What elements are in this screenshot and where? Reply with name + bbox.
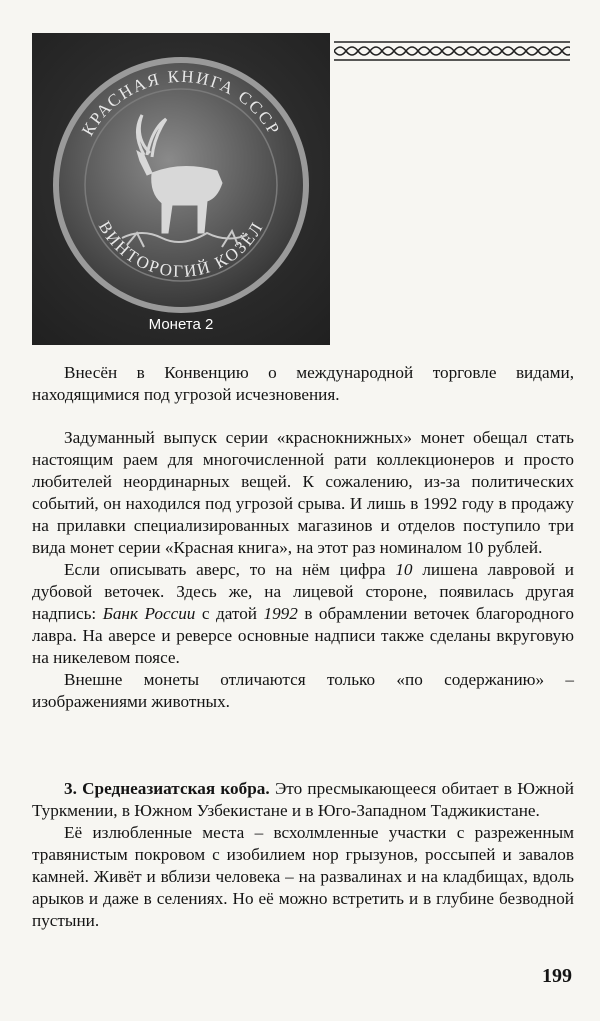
averse-paragraph: Если описывать аверс, то на нём цифра 10 лишена лавровой и дубовой веточек. Здесь же, на лицевой стороне, появилась другая надпись: Банк России с датой 1992 в обрамлении веточек благородного лавра. На аверсе и реверсе основные надписи также сделаны вкруговую на никелевом поясе. <box>32 560 575 667</box>
coin-photo <box>32 33 330 345</box>
coin-top-text: КРАСНАЯ КНИГА СССР <box>77 66 285 140</box>
page-number: 199 <box>542 965 572 987</box>
outward-paragraph: Внешне монеты отличаются только «по содержанию» – изображениями животных. <box>32 670 574 711</box>
bank-name: Банк России <box>102 604 196 623</box>
decorative-border <box>334 40 570 62</box>
section-heading: 3. Среднеазиатская кобра. <box>64 779 270 798</box>
averse-number: 10 <box>395 560 413 579</box>
habitat-paragraph: Её излюбленные места – всхолмленные участки с разреженным травянистым покровом с изобилием нор грызунов, россыпей и завалов камней. Живёт и вблизи человека – на развалинах и на кладбищах, вдоль арыков и даже в селениях. Но её можно встретить и в глубине безводной пустыни. <box>32 823 574 930</box>
cobra-paragraph: 3. Среднеазиатская кобра. Это пресмыкающееся обитает в Южной Туркмении, в Южном Узбекистане и в Юго-Западном Таджикистане. <box>32 779 574 820</box>
series-block <box>32 427 574 713</box>
cobra-block <box>32 778 574 932</box>
convention-paragraph: Внесён в Конвенцию о международной торговле видами, находящимися под угрозой исчезновения. <box>32 363 574 404</box>
figure-caption: Монета 2 <box>148 316 214 333</box>
series-paragraph: Задуманный выпуск серии «краснокнижных» монет обещал стать настоящим раем для многочисленной рати коллекционеров и просто любителей неординарных вещей. К сожалению, из-за политических событий, он находился под угрозой срыва. И лишь в 1992 году в продажу на прилавки специализированных магазинов и отделов поступило три вида монет серии «Красная книга», на этот раз номиналом 10 рублей. <box>32 428 574 557</box>
coin-image <box>32 33 330 345</box>
averse-year: 1992 <box>263 604 298 623</box>
convention-block <box>32 362 574 406</box>
coin-bottom-text: ВИНТОРОГИЙ КОЗЁЛ <box>94 217 268 281</box>
